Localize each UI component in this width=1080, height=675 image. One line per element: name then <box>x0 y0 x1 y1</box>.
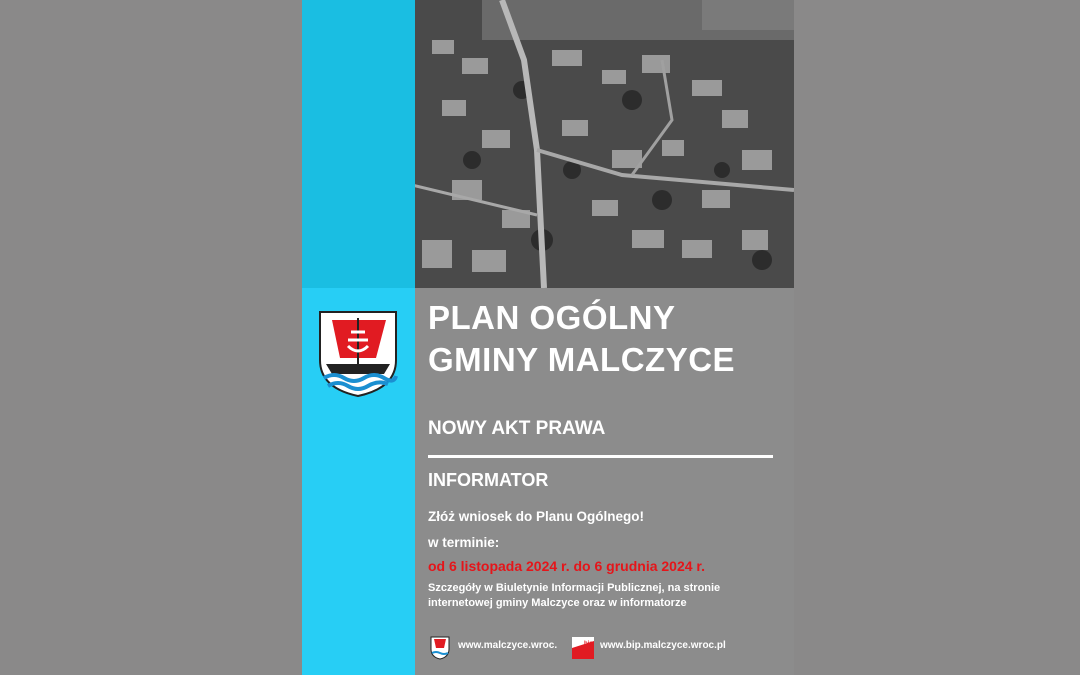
bip-logo-text: bip <box>584 641 593 647</box>
divider-line <box>428 455 773 458</box>
bip-logo-icon <box>572 637 594 659</box>
deadline-dates: od 6 listopada 2024 r. do 6 grudnia 2024 r. <box>428 558 705 574</box>
poster-title <box>428 297 735 381</box>
title-line-1: PLAN OGÓLNY <box>428 299 676 336</box>
details-line-1: Szczegóły w Biuletynie Informacji Publicznej, na stronie <box>428 582 721 594</box>
call-to-action: Złóż wniosek do Planu Ogólnego! <box>428 509 644 524</box>
cyan-photo-overlay <box>302 0 415 288</box>
section-heading: INFORMATOR <box>428 470 549 490</box>
title-line-2: GMINY MALCZYCE <box>428 341 736 378</box>
website-crest-icon <box>430 636 450 660</box>
website-link[interactable]: www.malczyce.wroc. <box>458 640 558 651</box>
details-text <box>428 581 778 611</box>
deadline-label: w terminie: <box>428 535 500 550</box>
details-line-2: internetowej gminy Malczyce oraz w informatorze <box>428 597 687 609</box>
poster <box>302 0 794 675</box>
poster-subtitle: NOWY AKT PRAWA <box>428 418 606 439</box>
malczyce-coat-of-arms-icon <box>318 310 398 398</box>
bip-link[interactable]: www.bip.malczyce.wroc.pl <box>600 640 726 651</box>
